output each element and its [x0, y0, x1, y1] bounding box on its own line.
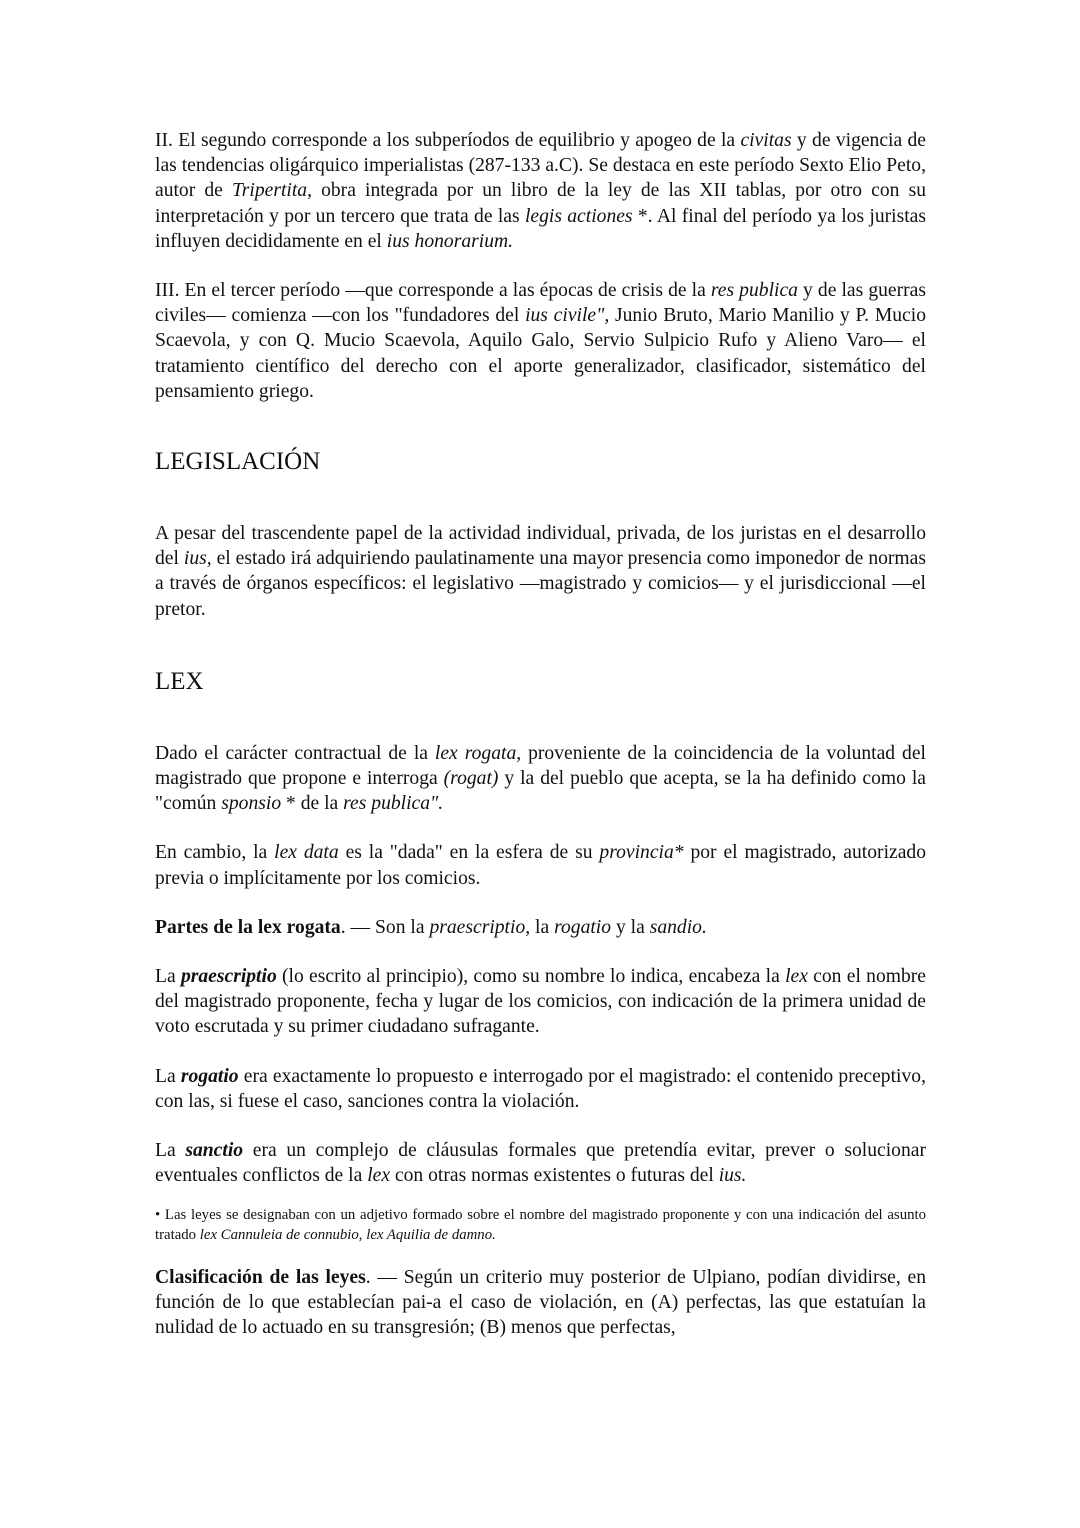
paragraph-period-iii: III. En el tercer período —que corresponde a las épocas de crisis de la res publica y de las guerras civiles— comienza —con los "fundadores del ius civile", Junio Bruto, Mario Manilio y P. Mucio Scaevola, y con Q. Mucio Scaevola, Aquilo Galo, Servio Sulpicio Rufo y Alieno Varo— el tratamiento científico del derecho con el aporte generalizador, clasificador, sistemático del pensamiento griego. [155, 280, 927, 402]
paragraph-praescriptio: La praescriptio (lo escrito al principio), como su nombre lo indica, encabeza la lex con el nombre del magistrado proponente, fecha y lugar de los comicios, con indicación de la primera unidad de voto escrutada y su primer ciudadano sufragante. [155, 966, 927, 1038]
heading-legislacion: LEGISLACIÓN [155, 448, 321, 476]
paragraph-partes: Partes de la lex rogata. — Son la praescriptio, la rogatio y la sandio. [155, 916, 707, 938]
paragraph-lex-rogata: Dado el carácter contractual de la lex rogata, proveniente de la coincidencia de la voluntad del magistrado que propone e interroga (rogat) y la del pueblo que acepta, se la ha definido como la "común sponsio * de la res publica". [155, 742, 927, 815]
paragraph-sanctio: La sanctio era un complejo de cláusulas formales que pretendía evitar, prever o solucionar eventuales conflictos de la lex con otras normas existentes o futuras del ius. [155, 1140, 926, 1187]
paragraph-period-ii: II. El segundo corresponde a los subperíodos de equilibrio y apogeo de la civitas y de vigencia de las tendencias oligárquico imperialistas (287-133 a.C). Se destaca en este período Sexto Elio Peto, autor de Tripertita, obra integrada por un libro de la ley de las XII tablas, por otro con su interpretación y por un tercero que trata de las legis actiones *. Al final del período ya los juristas influyen decididamente en el ius honorarium. [155, 130, 926, 252]
paragraph-lex-data: En cambio, la lex data es la "dada" en la esfera de su provincia* por el magistrado, autorizado previa o implícitamente por los comicios. [155, 842, 926, 889]
heading-lex: LEX [155, 667, 204, 695]
paragraph-clasificacion: Clasificación de las leyes. — Según un criterio muy posterior de Ulpiano, podían dividirse, en función de lo que establecían pai-a el caso de violación, en (A) perfectas, las que estatuían la nulidad de lo actuado en su transgresión; (B) menos que perfectas, [155, 1266, 926, 1339]
page-body [155, 128, 926, 1340]
paragraph-legislacion: A pesar del trascendente papel de la actividad individual, privada, de los juristas en el desarrollo del ius, el estado irá adquiriendo paulatinamente una mayor presencia como imponedor de normas a través de órganos específicos: el legislativo —magistrado y comicios— y el jurisdiccional —el pretor. [155, 523, 926, 620]
footnote: • Las leyes se designaban con un adjetivo formado sobre el nombre del magistrado proponente y con una indicación del asunto tratado lex Cannuleia de connubio, lex Aquilia de damno. [155, 1207, 926, 1244]
paragraph-rogatio: La rogatio era exactamente lo propuesto e interrogado por el magistrado: el contenido preceptivo, con las, si fuese el caso, sanciones contra la violación. [155, 1065, 926, 1112]
